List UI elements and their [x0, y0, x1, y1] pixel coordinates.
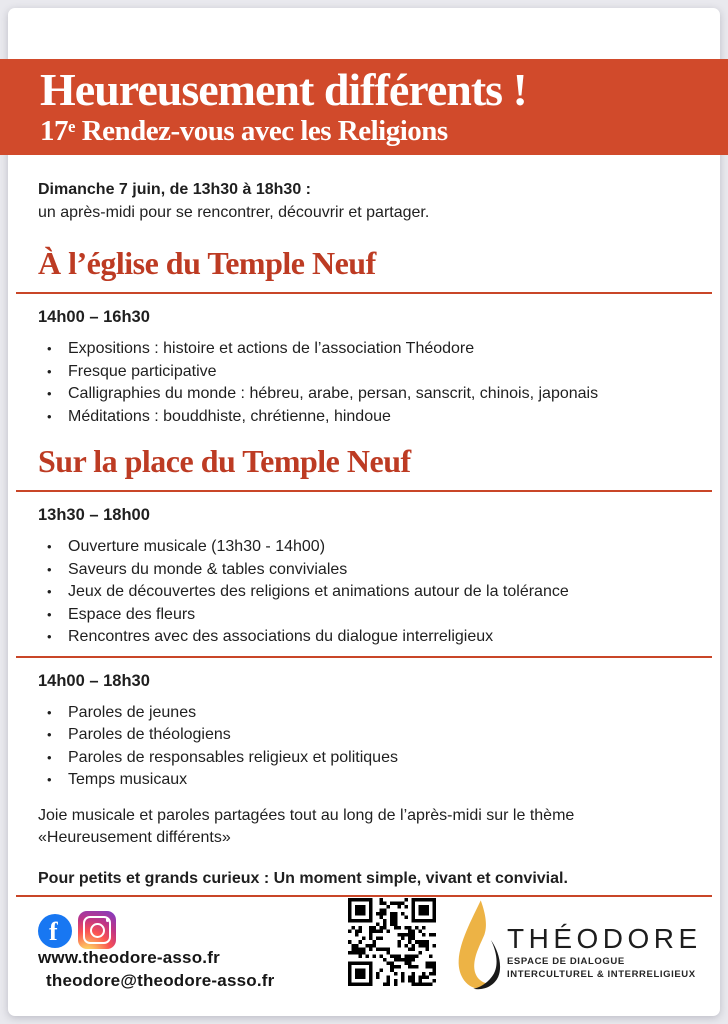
list-item-text: Espace des fleurs — [68, 605, 196, 623]
qr-code[interactable] — [348, 894, 436, 990]
list-item-text: Rencontres avec des associations du dialogue interreligieux — [68, 628, 494, 645]
bullet-dot: • — [47, 341, 52, 356]
list-item-text: Paroles de responsables religieux et politiques — [68, 748, 398, 766]
logo-name: THÉODORE — [507, 923, 702, 954]
flyer-content — [8, 178, 720, 897]
logo-tagline-2: INTERCULTUREL & INTERRELIGIEUX — [507, 969, 696, 980]
bullet-dot: • — [47, 408, 52, 424]
bullet-list-1 — [38, 338, 694, 428]
list-item — [38, 724, 694, 747]
list-item-text: Fresque participative — [68, 362, 217, 380]
event-subtitle — [40, 114, 728, 152]
section-divider — [16, 656, 712, 658]
list-item — [38, 383, 694, 406]
bullet-dot: • — [47, 561, 52, 577]
list-item-text: Ouverture musicale (13h30 - 14h00) — [68, 538, 326, 555]
list-item — [38, 338, 694, 361]
flyer-page — [8, 8, 720, 1016]
list-item-text: Méditations : bouddhiste, chrétienne, hindoue — [68, 407, 391, 425]
footer — [8, 885, 720, 1015]
bullet-dot: • — [47, 749, 52, 765]
bullet-dot: • — [47, 539, 52, 554]
section-divider — [16, 292, 712, 294]
list-item-text: Calligraphies du monde : hébreu, arabe, persan, sanscrit, chinois, japonais — [68, 385, 599, 402]
list-item — [38, 626, 694, 649]
list-item-text: Temps musicaux — [68, 771, 188, 788]
bullet-dot: • — [47, 727, 52, 742]
closing-line-1: Joie musicale et paroles partagées tout au long de l’après-midi sur le thème — [38, 806, 575, 824]
event-title: Heureusement différents ! — [40, 64, 527, 115]
theodore-logo — [507, 923, 707, 981]
subtitle-text: Rendez-vous avec les Religions — [74, 115, 448, 147]
intro-paragraph — [38, 178, 694, 224]
logo-tagline-1: ESPACE DE DIALOGUE — [507, 956, 625, 967]
list-item-text: Expositions : histoire et actions de l’association Théodore — [68, 340, 475, 357]
list-item — [38, 581, 694, 604]
email-link[interactable]: theodore@theodore-asso.fr — [46, 971, 275, 990]
time-range-2: 13h30 – 18h00 — [38, 506, 150, 524]
list-item — [38, 536, 694, 559]
subtitle-ordinal: e — [68, 117, 75, 137]
intro-description-line: un après-midi pour se rencontrer, découvrir et partager. — [38, 204, 430, 221]
facebook-icon[interactable] — [38, 914, 72, 948]
list-item — [38, 406, 694, 429]
bullet-dot: • — [47, 363, 52, 379]
section-heading-temple-square: Sur la place du Temple Neuf — [38, 443, 411, 479]
list-item — [38, 747, 694, 770]
list-item-text: Paroles de jeunes — [68, 703, 197, 721]
section-divider — [16, 490, 712, 492]
closing-bold-line: Pour petits et grands curieux : Un moment simple, vivant et convivial. — [38, 869, 568, 887]
intro-date-line: Dimanche 7 juin, de 13h30 à 18h30 : — [38, 181, 311, 198]
closing-paragraph — [38, 805, 694, 850]
bullet-dot: • — [47, 704, 52, 720]
bullet-dot: • — [47, 629, 52, 644]
list-item — [38, 361, 694, 384]
list-item — [38, 604, 694, 627]
list-item-text: Saveurs du monde & tables conviviales — [68, 560, 348, 578]
header-banner — [0, 59, 728, 155]
list-item — [38, 559, 694, 582]
website-link[interactable]: www.theodore-asso.fr — [38, 948, 220, 967]
instagram-lens-dot-icon — [106, 918, 110, 922]
time-range-3: 14h00 – 18h30 — [38, 671, 150, 690]
subtitle-number: 17 — [40, 115, 68, 147]
list-item — [38, 769, 694, 792]
instagram-icon[interactable] — [78, 911, 116, 949]
flame-logo-icon — [455, 898, 501, 993]
list-item-text: Paroles de théologiens — [68, 726, 231, 743]
section-heading-temple-church: À l’église du Temple Neuf — [38, 245, 376, 281]
list-item — [38, 702, 694, 725]
bullet-list-3 — [38, 702, 694, 792]
list-item-text: Jeux de découvertes des religions et animations autour de la tolérance — [68, 583, 569, 600]
bullet-list-2 — [38, 536, 694, 649]
bullet-dot: • — [47, 772, 52, 787]
time-range-1: 14h00 – 16h30 — [38, 308, 150, 326]
bullet-dot: • — [47, 386, 52, 401]
bullet-dot: • — [47, 584, 52, 599]
bullet-dot: • — [47, 606, 52, 622]
closing-line-2: «Heureusement différents» — [38, 829, 231, 846]
